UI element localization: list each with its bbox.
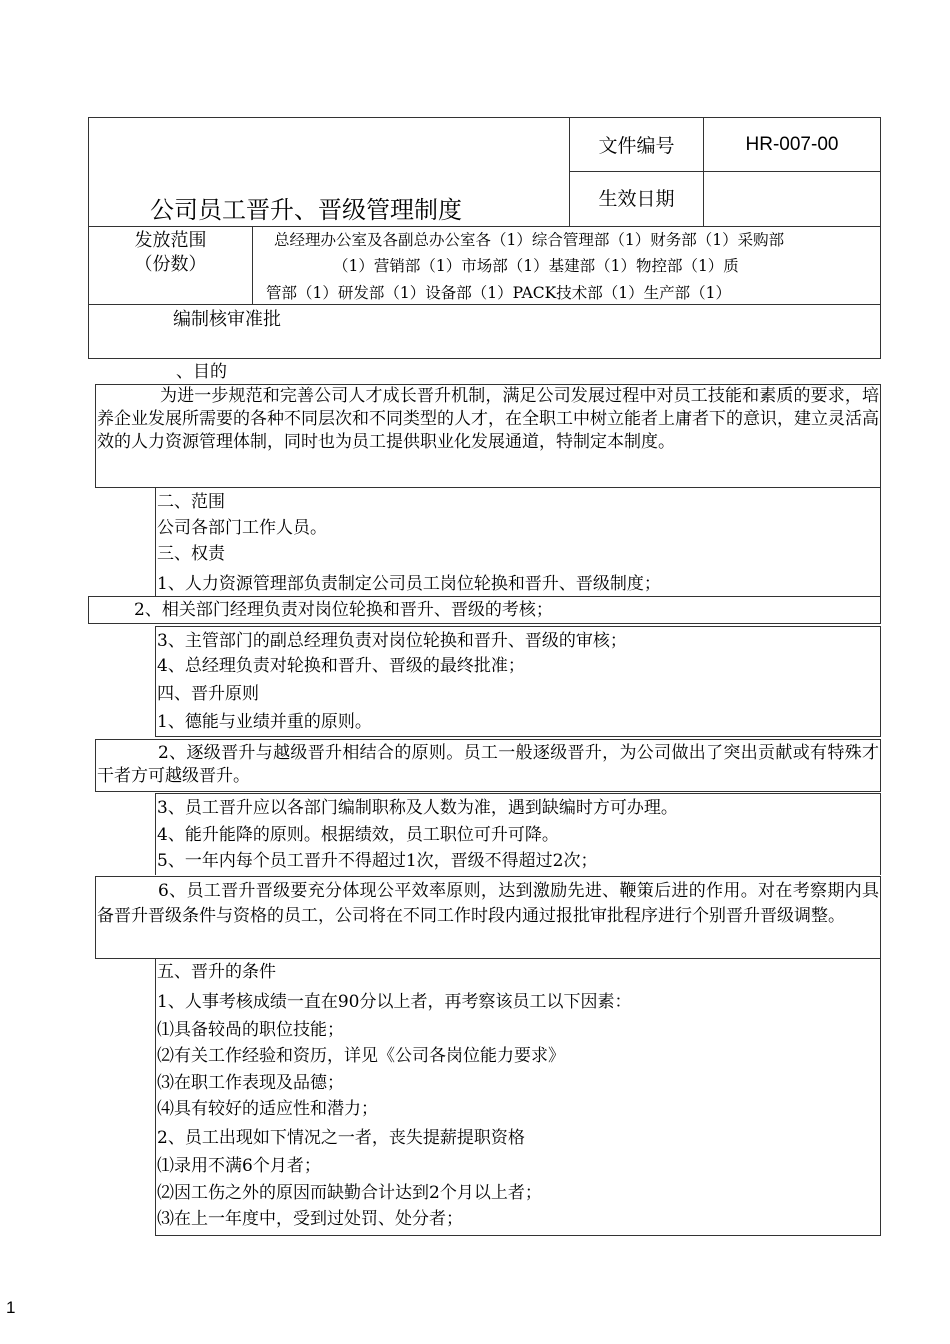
condition-sub-2: ⑵有关工作经验和资历，详见《公司各岗位能力要求》 [157,1046,565,1066]
principle-item-1: 1、德能与业绩并重的原则。 [157,712,372,732]
condition-sub-1: ⑴具备较咼的职位技能； [157,1020,344,1040]
distribution-scope-line-3: 管部（1）研发部（1）设备部（1）PACK技术部（1）生产部（1） [266,284,731,302]
section-4-heading: 四、晋升原则 [157,684,259,704]
principle-item-5: 5、一年内每个员工晋升不得超过1次，晋级不得超过2次； [157,851,598,871]
document-title: 公司员工晋升、晋级管理制度 [150,196,462,224]
condition-item-1: 1、人事考核成绩一直在90分以上者，再考察该员工以下因素： [157,992,632,1012]
section-2-heading: 二、范围 [157,492,225,512]
purpose-paragraph: 为进一步规范和完善公司人才成长晋升机制，满足公司发展过程中对员工技能和素质的要求，培养企业发展所需要的各种不同层次和不同类型的人才，在全职工中树立能者上庸者下的意识，建立灵活高效的人力资源管理体制，同时也为员工提供职业化发展通道，特制定本制度。 [97,386,879,452]
effective-date-label: 生效日期 [598,189,675,210]
purpose-paragraph-box [95,384,881,488]
condition-sub-4: ⑷具有较好的适应性和潜力； [157,1099,378,1119]
condition-sub-7: ⑶在上一年度中，受到过处罚、处分者； [157,1209,463,1229]
principle-item-2-box [95,739,881,792]
condition-sub-3: ⑶在职工作表现及品德； [157,1073,344,1093]
page-number: 1 [6,1298,16,1317]
section-2-text: 公司各部门工作人员。 [157,518,327,538]
distribution-scope-line-1: 总经理办公室及各副总办公室各（1）综合管理部（1）财务部（1）采购部 [274,231,785,249]
section-3-heading: 三、权责 [157,544,225,564]
file-number-label: 文件编号 [598,136,675,157]
principle-item-3: 3、员工晋升应以各部门编制职称及人数为准，遇到缺编时方可办理。 [157,798,678,818]
principle-item-2: 2、逐级晋升与越级晋升相结合的原则。员工一般逐级晋升，为公司做出了突出贡献或有特殊才干者方可越级晋升。 [97,743,879,786]
responsibility-item-3: 3、主管部门的副总经理负责对岗位轮换和晋升、晋级的审核； [157,631,627,651]
principle-item-6: 6、员工晋升晋级要充分体现公平效率原则，达到激励先进、鞭策后进的作用。对在考察期内具备晋升晋级条件与资格的员工，公司将在不同工作时段内通过报批审批程序进行个别晋升晋级调整。 [97,881,879,926]
section-5-heading: 五、晋升的条件 [157,962,276,982]
condition-sub-6: ⑵因工伤之外的原因而缺勤合计达到2个月以上者； [157,1183,542,1203]
distribution-scope-line-2: （1）营销部（1）市场部（1）基建部（1）物控部（1）质 [333,257,739,275]
header-table [0,0,950,360]
file-number-value: HR-007-00 [745,134,839,155]
approval-row: 编制核审准批 [173,309,281,330]
principle-item-6-box [95,876,881,959]
responsibility-item-4: 4、总经理负责对轮换和晋升、晋级的最终批准； [157,656,525,676]
section-1-heading: 、目的 [176,362,227,382]
principle-item-4: 4、能升能降的原则。根据绩效，员工职位可升可降。 [157,825,559,845]
condition-sub-5: ⑴录用不满6个月者； [157,1156,321,1176]
distribution-copies-label: （份数） [134,254,207,275]
condition-item-2: 2、员工出现如下情况之一者，丧失提薪提职资格 [157,1128,525,1148]
distribution-scope-label: 发放范围 [134,230,207,251]
responsibility-item-1: 1、人力资源管理部负责制定公司员工岗位轮换和晋升、晋级制度； [157,574,661,594]
responsibility-item-2: 2、相关部门经理负责对岗位轮换和晋升、晋级的考核； [134,600,553,620]
